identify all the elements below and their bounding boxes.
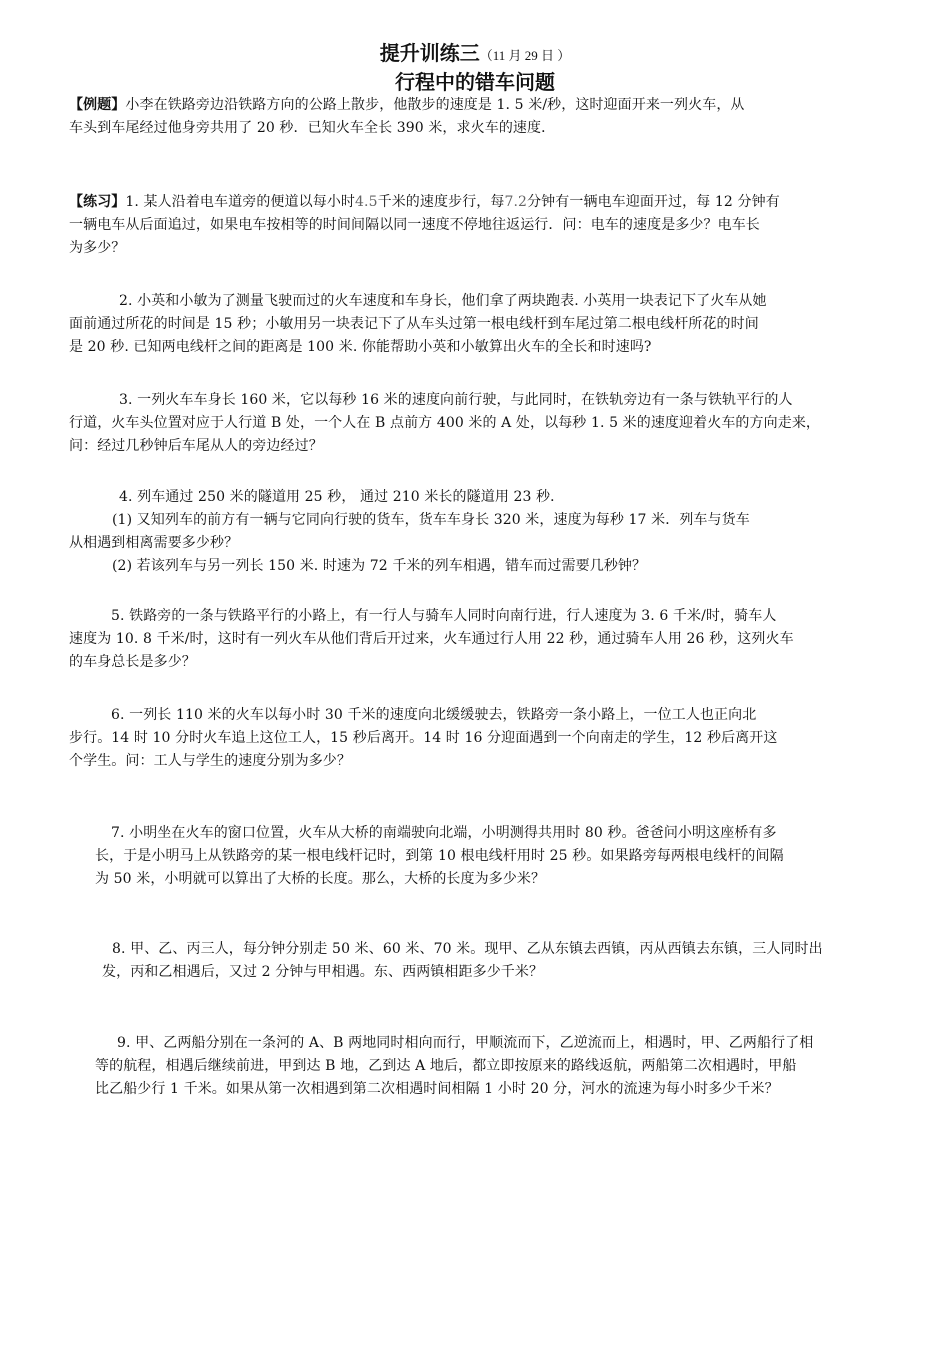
q1-line-3: 为多少？ <box>69 240 126 256</box>
practice-question-9 <box>95 1032 885 1101</box>
worksheet-subtitle: 行程中的错车问题 <box>395 70 555 94</box>
q4-line-2: (1) 又知列车的前方有一辆与它同向行驶的货车，货车车身长 320 米，速度为每秒 17 米．列车与货车 <box>112 512 750 528</box>
example-line-1: 小李在铁路旁边沿铁路方向的公路上散步，他散步的速度是 1. 5 米/秒，这时迎面开来一列火车，从 <box>125 97 745 113</box>
practice-question-7 <box>95 822 885 891</box>
q9-line-3: 比乙船少行 1 千米。如果从第一次相遇到第二次相遇时间相隔 1 小时 20 分，河水的流速为每小时多少千米？ <box>95 1081 779 1097</box>
q3-line-3: 问：经过几秒钟后车尾从人的旁边经过？ <box>69 438 323 454</box>
q5-line-3: 的车身总长是多少？ <box>69 654 196 670</box>
practice-question-1 <box>69 191 884 260</box>
title-date: （11 月 29 日 ） <box>479 48 571 63</box>
q9-line-2: 等的航程，相遇后继续前进，甲到达 B 地，乙到达 A 地后，都立即按原来的路线返航，两船第二次相遇时，甲船 <box>95 1058 797 1074</box>
q1-walk-speed: 4.5 <box>355 194 378 210</box>
q5-line-1: 5. 铁路旁的一条与铁路平行的小路上，有一行人与骑车人同时向南行进，行人速度为 3. 6 千米/时，骑车人 <box>111 608 777 624</box>
q8-line-2: 发，丙和乙相遇后，又过 2 分钟与甲相遇。东、西两镇相距多少千米？ <box>102 964 544 980</box>
q4-line-1: 4. 列车通过 250 米的隧道用 25 秒， 通过 210 米长的隧道用 23 秒． <box>119 489 565 505</box>
q2-line-3: 是 20 秒. 已知两电线杆之间的距离是 100 米. 你能帮助小英和小敏算出火车的全长和时速吗? <box>69 339 652 355</box>
practice-question-2 <box>69 290 884 359</box>
q4-line-3: 从相遇到相离需要多少秒？ <box>69 535 239 551</box>
worksheet-title <box>0 40 950 69</box>
practice-label: 【练习】 <box>69 194 126 210</box>
q3-line-1: 3. 一列火车车身长 160 米，它以每秒 16 米的速度向前行驶，与此同时，在铁轨旁边有一条与铁轨平行的人 <box>119 392 793 408</box>
q2-line-2: 面前通过所花的时间是 15 秒；小敏用另一块表记下了从车头过第一根电线杆到车尾过第二根电线杆所花的时间 <box>69 316 759 332</box>
practice-question-4 <box>69 486 869 578</box>
q2-line-1: 2. 小英和小敏为了测量飞驶而过的火车速度和车身长，他们拿了两块跑表. 小英用一块表记下了火车从她 <box>119 293 767 309</box>
q7-line-2: 长，于是小明马上从铁路旁的某一根电线杆记时，到第 10 根电线杆用时 25 秒。如果路旁每两根电线杆的间隔 <box>95 848 784 864</box>
q6-line-3: 个学生。问：工人与学生的速度分别为多少？ <box>69 753 351 769</box>
practice-question-6 <box>69 704 869 773</box>
title-text: 提升训练三 <box>379 41 480 65</box>
example-paragraph <box>69 94 845 140</box>
practice-question-5 <box>69 605 884 674</box>
q7-line-1: 7. 小明坐在火车的窗口位置，火车从大桥的南端驶向北端，小明测得共用时 80 秒。爸爸问小明这座桥有多 <box>111 825 777 841</box>
q9-line-1: 9. 甲、乙两船分别在一条河的 A、B 两地同时相向而行，甲顺流而下，乙逆流而上，相遇时，甲、乙两船行了相 <box>117 1035 814 1051</box>
q6-line-1: 6. 一列长 110 米的火车以每小时 30 千米的速度向北缓缓驶去，铁路旁一条小路上，一位工人也正向北 <box>111 707 757 723</box>
practice-question-3 <box>69 389 889 458</box>
q1-interval: 7.2 <box>504 194 528 210</box>
q1-line-2: 一辆电车从后面追过，如果电车按相等的时间间隔以同一速度不停地往返运行．问：电车的速度是多少？电车长 <box>69 217 760 233</box>
q7-line-3: 为 50 米，小明就可以算出了大桥的长度。那么，大桥的长度为多少米？ <box>95 871 546 887</box>
q1-text-c: 千米的速度步行，每 <box>377 194 505 210</box>
q3-line-2: 行道，火车头位置对应于人行道 B 处，一个人在 B 点前方 400 米的 A 处，以每秒 1. 5 米的速度迎着火车的方向走来， <box>69 415 821 431</box>
q1-text-e: 分钟有一辆电车迎面开过，每 12 分钟有 <box>527 194 780 210</box>
example-line-2: 车头到车尾经过他身旁共用了 20 秒．已知火车全长 390 米，求火车的速度． <box>69 120 556 136</box>
q1-text-a: 1. 某人沿着电车道旁的便道以每小时 <box>125 194 356 210</box>
q4-line-4: (2) 若该列车与另一列长 150 米. 时速为 72 千米的列车相遇，错车而过需要几秒钟？ <box>112 558 647 574</box>
practice-question-8 <box>102 938 884 984</box>
q6-line-2: 步行。14 时 10 分时火车追上这位工人，15 秒后离开。14 时 16 分迎面遇到一个向南走的学生，12 秒后离开这 <box>69 730 778 746</box>
q5-line-2: 速度为 10. 8 千米/时，这时有一列火车从他们背后开过来，火车通过行人用 22 秒，通过骑车人用 26 秒，这列火车 <box>69 631 794 647</box>
example-label: 【例题】 <box>69 97 126 113</box>
q8-line-1: 8. 甲、乙、丙三人，每分钟分别走 50 米、60 米、70 米。现甲、乙从东镇去西镇，丙从西镇去东镇，三人同时出 <box>112 941 823 957</box>
